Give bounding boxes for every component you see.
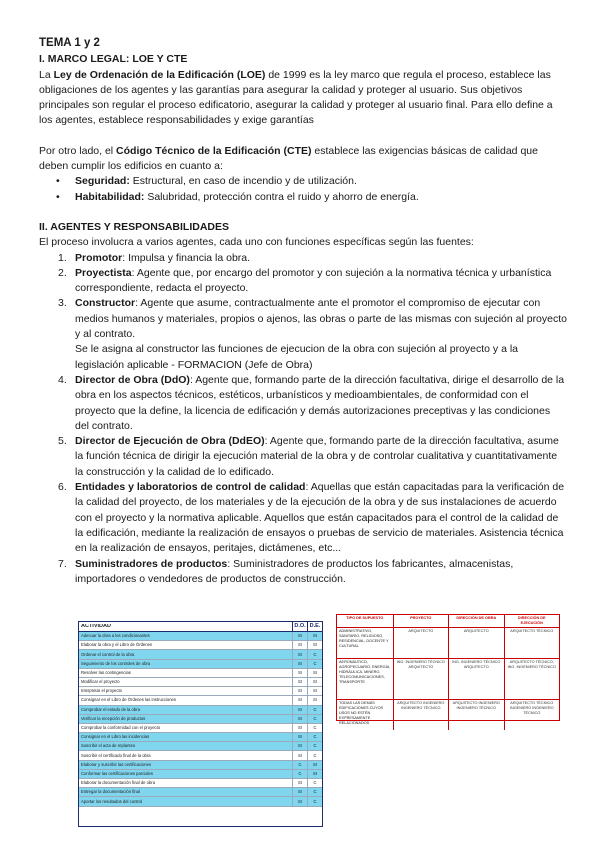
table-cell: SI — [307, 687, 322, 695]
agent-text: : Agente que asume, contractualmente ante el promotor el compromiso de ejecutar con medios humanos y materiales, propios o ajenos, las obras o parte de las mismas con sujeción al proyecto y al contrato. — [75, 297, 567, 341]
item-number: 3. — [58, 297, 67, 310]
item-number: 2. — [58, 266, 67, 279]
table-cell: SI — [307, 632, 322, 640]
column-header: ACTIVIDAD — [81, 623, 111, 629]
agent-label: Entidades y laboratorios de control de calidad — [75, 481, 306, 494]
table-row — [79, 706, 322, 715]
table-header — [79, 622, 322, 632]
table-row — [337, 700, 559, 730]
item-number: 6. — [58, 481, 67, 494]
table-cell: ING. INGENIERO TÉCNICO ARQUITECTO — [448, 659, 504, 699]
loe-term: Ley de Ordenación de la Edificación (LOE) — [53, 68, 266, 81]
table-cell: SI — [292, 788, 307, 796]
table-cell: SI — [292, 779, 307, 787]
loe-paragraph — [39, 68, 567, 129]
cte-term: Código Técnico de la Edificación (CTE) — [116, 144, 312, 157]
table-cell: SI — [292, 678, 307, 686]
table-cell: Ordenar el control de la obra — [81, 651, 135, 657]
loe-pre: La — [39, 68, 54, 81]
table-row — [79, 779, 322, 788]
table-cell: C — [307, 650, 322, 658]
table-cell: ARQUITECTO TÉCNICO, ING. INGENIERO TÉCNICO — [504, 659, 560, 699]
column-header: D.O. — [292, 622, 307, 631]
table-cell: SI — [292, 733, 307, 741]
cte-requirements-list — [39, 174, 567, 205]
list-item — [56, 190, 567, 205]
table-cell: ARQUITECTO TÉCNICO — [504, 628, 560, 658]
list-item — [56, 174, 567, 189]
table-cell: SI — [307, 761, 322, 769]
table-cell: C — [307, 724, 322, 732]
table-cell: Interpretar el proyecto — [81, 688, 122, 694]
table-cell: ARQUITECTO TÉCNICO INGENIERO INGENIERO TÉCNICO — [504, 700, 560, 730]
cte-paragraph — [39, 144, 567, 175]
table-row — [79, 724, 322, 733]
bullet-text: Estructural, en caso de incendio y de utilización. — [129, 175, 357, 188]
table-cell: C — [307, 715, 322, 723]
table-header — [337, 615, 559, 628]
table-cell: C — [307, 797, 322, 805]
section-2-heading: II. AGENTES Y RESPONSABILIDADES — [39, 220, 230, 233]
table-cell: SI — [307, 770, 322, 778]
table-cell: ARQUITECTO — [393, 628, 449, 658]
agent-text: : Impulsa y financia la obra. — [122, 251, 251, 264]
table-cell: Verificar la recepción de productos — [81, 715, 146, 721]
table-row — [79, 641, 322, 650]
list-item — [58, 434, 567, 480]
list-item — [58, 557, 567, 588]
table-row — [79, 650, 322, 659]
table-cell: C — [292, 770, 307, 778]
table-row — [79, 751, 322, 760]
agent-text: : Agente que, formando parte de la dirección facultativa, dirige el desarrollo de la obra en los aspectos técnicos, estéticos, urbanísticos y medioambientales, de conformidad con el proyecto que la define, la licencia de edificación y demás autorizaciones preceptivas y las condiciones del contrato. — [75, 373, 565, 432]
item-number: 1. — [58, 251, 67, 264]
cte-pre: Por otro lado, el — [39, 144, 117, 157]
table-cell: C — [307, 788, 322, 796]
table-cell: ARQUITECTO INGENIERO INGENIERO TÉCNICO — [393, 700, 449, 730]
list-item — [58, 296, 567, 372]
agent-label: Proyectista — [75, 266, 132, 279]
table-cell: ARQUITECTO INGENIERO INGENIERO TÉCNICO — [448, 700, 504, 730]
cte-rest: establece las exigencias básicas de calidad que deben cumplir los edificios en cuanto a: — [39, 144, 538, 173]
table-cell: SI — [292, 797, 307, 805]
table-cell: Seguimiento de los controles de obra — [81, 660, 151, 666]
table-cell: Resolver las contingencias — [81, 669, 131, 675]
table-cell: SI — [292, 696, 307, 704]
table-row — [79, 687, 322, 696]
bullet-text: Salubridad, protección contra el ruido y ahorro de energía. — [144, 190, 419, 203]
table-cell: SI — [292, 687, 307, 695]
table-cell: ARQUITECTO — [448, 628, 504, 658]
table-row — [79, 660, 322, 669]
table-cell: SI — [292, 650, 307, 658]
table-row — [337, 628, 559, 659]
table-cell: Consignar en el Libro las incidencias — [81, 734, 150, 740]
agent-label: Suministradores de productos — [75, 557, 228, 570]
table-row — [79, 761, 322, 770]
agent-text: : Agente que, por encargo del promotor y con sujeción a la normativa técnica y urbanística correspondiente, redacta el proyecto. — [75, 266, 552, 295]
table-cell: SI — [307, 678, 322, 686]
table-cell: SI — [307, 669, 322, 677]
table-cell: ING. INGENIERO TÉCNICO ARQUITECTO — [393, 659, 449, 699]
activities-table — [78, 621, 323, 827]
table-cell: Comprobar la conformidad con el proyecto — [81, 725, 161, 731]
table-row — [79, 770, 322, 779]
table-cell: SI — [292, 660, 307, 668]
agent-label: Promotor — [75, 251, 123, 264]
document-page — [39, 36, 567, 587]
list-item — [58, 251, 567, 266]
column-header: TIPO DE SUPUESTO — [337, 615, 393, 627]
table-row — [79, 733, 322, 742]
table-cell: C — [307, 733, 322, 741]
table-cell: SI — [292, 669, 307, 677]
table-cell: SI — [307, 696, 322, 704]
table-cell: Conformar las certificaciones parciales — [81, 770, 153, 776]
table-cell: Elaborar la documentación final de obra — [81, 780, 156, 786]
agent-text: : Suministradores de productos los fabricantes, almacenistas, importadores o vendedores de productos de construcción. — [75, 557, 514, 585]
table-cell: AERONÁUTICO, AGROPECUARIO, ENERGÍA, HIDRÁULICA, MINERO, TELECOMUNICACIONES, TRANSPORTE — [339, 660, 391, 684]
table-cell: SI — [292, 641, 307, 649]
column-header: PROYECTO — [393, 615, 449, 627]
table-cell: Consignar en el Libro de Órdenes las instrucciones — [81, 697, 176, 703]
table-cell: C — [307, 742, 322, 750]
agents-intro: El proceso involucra a varios agentes, cada uno con funciones específicas según las fuentes: — [39, 236, 474, 249]
agent-extra-text: Se le asigna al constructor las funciones de ejecucion de la obra con sujeción al proyecto y a la legislación aplicable - FORMACION (Jefe de Obra) — [75, 343, 519, 371]
table-cell: Aportar los resultados del control — [81, 798, 143, 804]
agents-list — [39, 251, 567, 588]
table-cell: SI — [292, 715, 307, 723]
table-body — [337, 628, 559, 730]
table-cell: C — [307, 779, 322, 787]
agent-label: Director de Ejecución de Obra (DdEO) — [75, 435, 265, 448]
table-row — [79, 669, 322, 678]
agent-label: Director de Obra (DdO) — [75, 373, 190, 386]
table-cell: C — [307, 751, 322, 759]
table-cell: Elaborar y suscribir las certificaciones — [81, 761, 152, 767]
table-row — [79, 715, 322, 724]
table-cell: Comprobar el estado de la obra — [81, 706, 140, 712]
table-cell: C — [307, 706, 322, 714]
table-cell: Adecuar la obra a los condicionantes — [81, 633, 150, 639]
bullet-label: Seguridad: — [75, 175, 130, 188]
table-row — [79, 678, 322, 687]
table-row — [79, 632, 322, 641]
agent-text: : Agente que, formando parte de la dirección facultativa, asume la función técnica de dirigir la ejecución material de la obra y de controlar cualitativa y cuantitativamente la construcción y la calidad de lo edificado. — [75, 435, 559, 478]
document-title: TEMA 1 y 2 — [39, 37, 100, 49]
column-header: DIRECCIÓN DE EJECUCIÓN — [504, 615, 560, 627]
bullet-icon: • — [56, 175, 60, 188]
table-row — [79, 696, 322, 705]
table-cell: Elaborar la obra y el Libro de Órdenes — [81, 642, 152, 648]
agent-text: : Aquellas que están capacitadas para la verificación de la calidad del proyecto, de los materiales y de la ejecución de la obra y de sus instalaciones de acuerdo con el proyecto y la normativa aplicable. Aquellos que están capacitados para el control de la calidad de la edificación, mediante la realización de ensayos o pruebas de servicio de materiales. Asistencia técnica en la realización de ensayos, peritajes, dictámenes, etc... — [75, 481, 565, 555]
list-item — [58, 373, 567, 434]
loe-rest: de 1999 es la ley marco que regula el proceso, establece las obligaciones de los agentes y las garantías para asegurar la calidad y proteger al usuario. Sus objetivos principales son regular el proceso edificatorio, asegurar la calidad y proteger al usuario final. Para ello define a los agentes, establece responsabilidades y exige garantías — [39, 68, 553, 127]
bullet-label: Habitabilidad: — [75, 190, 145, 203]
table-cell: SI — [292, 724, 307, 732]
table-row — [79, 788, 322, 797]
table-cell: C — [292, 761, 307, 769]
table-cell: C — [307, 660, 322, 668]
section-1-heading: I. MARCO LEGAL: LOE Y CTE — [39, 53, 188, 66]
list-item — [58, 266, 567, 297]
table-cell: Entregar la documentación final — [81, 789, 140, 795]
table-cell: SI — [292, 751, 307, 759]
table-cell: SI — [292, 632, 307, 640]
list-item — [58, 480, 567, 556]
table-cell: TODAS LAS DEMÁS EDIFICACIONES CUYOS USOS NO ESTÉN EXPRESAMENTE RELACIONADOS — [339, 701, 384, 725]
table-row — [79, 797, 322, 806]
table-cell: Suscribir el acta de replanteo — [81, 743, 136, 749]
item-number: 7. — [58, 557, 67, 570]
agent-label: Constructor — [75, 297, 136, 310]
column-header: DIRECCIÓN DE OBRA — [448, 615, 504, 627]
item-number: 5. — [58, 435, 67, 448]
bullet-icon: • — [56, 190, 60, 203]
table-cell: SI — [292, 742, 307, 750]
table-cell: Modificar el proyecto — [81, 679, 120, 685]
qualifications-table — [336, 614, 560, 725]
table-cell: Suscribir el certificado final de la obra — [81, 752, 151, 758]
table-row — [79, 742, 322, 751]
column-header: D.E. — [307, 622, 322, 631]
table-cell: ADMINISTRATIVO, SANITARIO, RELIGIOSO, RESIDENCIAL, DOCENTE Y CULTURAL — [339, 629, 389, 648]
table-body — [79, 632, 322, 807]
table-cell: SI — [292, 706, 307, 714]
item-number: 4. — [58, 373, 67, 386]
table-row — [337, 659, 559, 700]
table-cell: SI — [307, 641, 322, 649]
